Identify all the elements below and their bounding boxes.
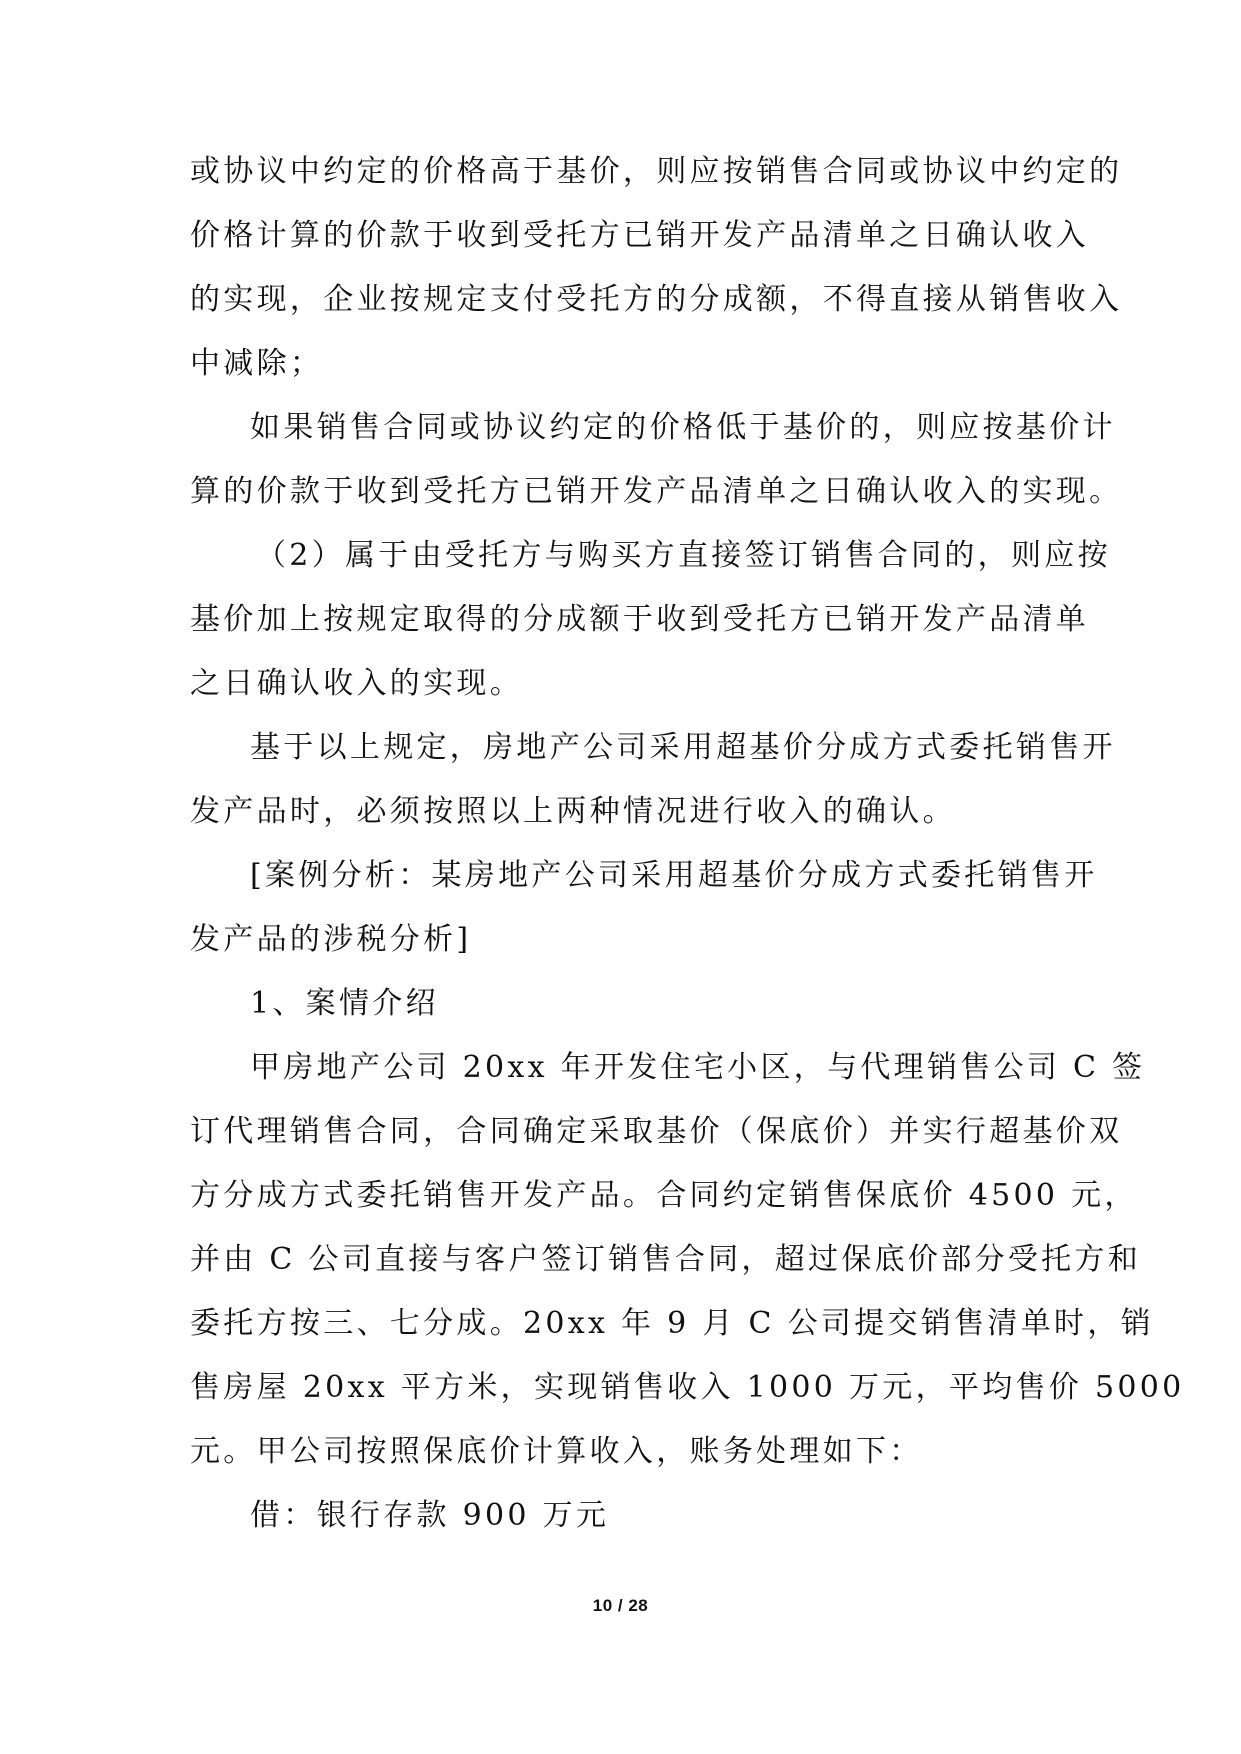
text-line: 发产品的涉税分析]	[190, 922, 472, 957]
text-line: 的实现，企业按规定支付受托方的分成额，不得直接从销售收入	[190, 282, 1123, 317]
page-number: 10 / 28	[592, 1596, 649, 1615]
text-line: 算的价款于收到受托方已销开发产品清单之日确认收入的实现。	[190, 474, 1123, 509]
section-heading: 1、案情介绍	[250, 986, 439, 1021]
text-line: [案例分析：某房地产公司采用超基价分成方式委托销售开	[250, 858, 1098, 893]
text-line: 方分成方式委托销售开发产品。合同约定销售保底价 4500 元，	[190, 1178, 1138, 1213]
text-line: 委托方按三、七分成。20xx 年 9 月 C 公司提交销售清单时，销	[190, 1306, 1154, 1341]
text-line: 或协议中约定的价格高于基价，则应按销售合同或协议中约定的	[190, 154, 1123, 189]
body-text	[190, 140, 1185, 1548]
text-line: 售房屋 20xx 平方米，实现销售收入 1000 万元，平均售价 5000	[190, 1370, 1185, 1405]
text-line: 中减除；	[190, 346, 324, 381]
text-line: 并由 C 公司直接与客户签订销售合同，超过保底价部分受托方和	[190, 1242, 1142, 1277]
text-line: 订代理销售合同，合同确定采取基价（保底价）并实行超基价双	[190, 1114, 1123, 1149]
text-line: 借：银行存款 900 万元	[250, 1498, 610, 1533]
text-line: 基价加上按规定取得的分成额于收到受托方已销开发产品清单	[190, 602, 1090, 637]
text-line: 价格计算的价款于收到受托方已销开发产品清单之日确认收入	[190, 218, 1090, 253]
text-line: 甲房地产公司 20xx 年开发住宅小区，与代理销售公司 C 签	[250, 1050, 1146, 1085]
text-line: 之日确认收入的实现。	[190, 666, 523, 701]
text-line: （2）属于由受托方与购买方直接签订销售合同的，则应按	[256, 538, 1111, 573]
text-line: 基于以上规定，房地产公司采用超基价分成方式委托销售开	[250, 730, 1116, 765]
text-line: 发产品时，必须按照以上两种情况进行收入的确认。	[190, 794, 956, 829]
text-line: 元。甲公司按照保底价计算收入，账务处理如下：	[190, 1434, 923, 1469]
text-line: 如果销售合同或协议约定的价格低于基价的，则应按基价计	[250, 410, 1116, 445]
